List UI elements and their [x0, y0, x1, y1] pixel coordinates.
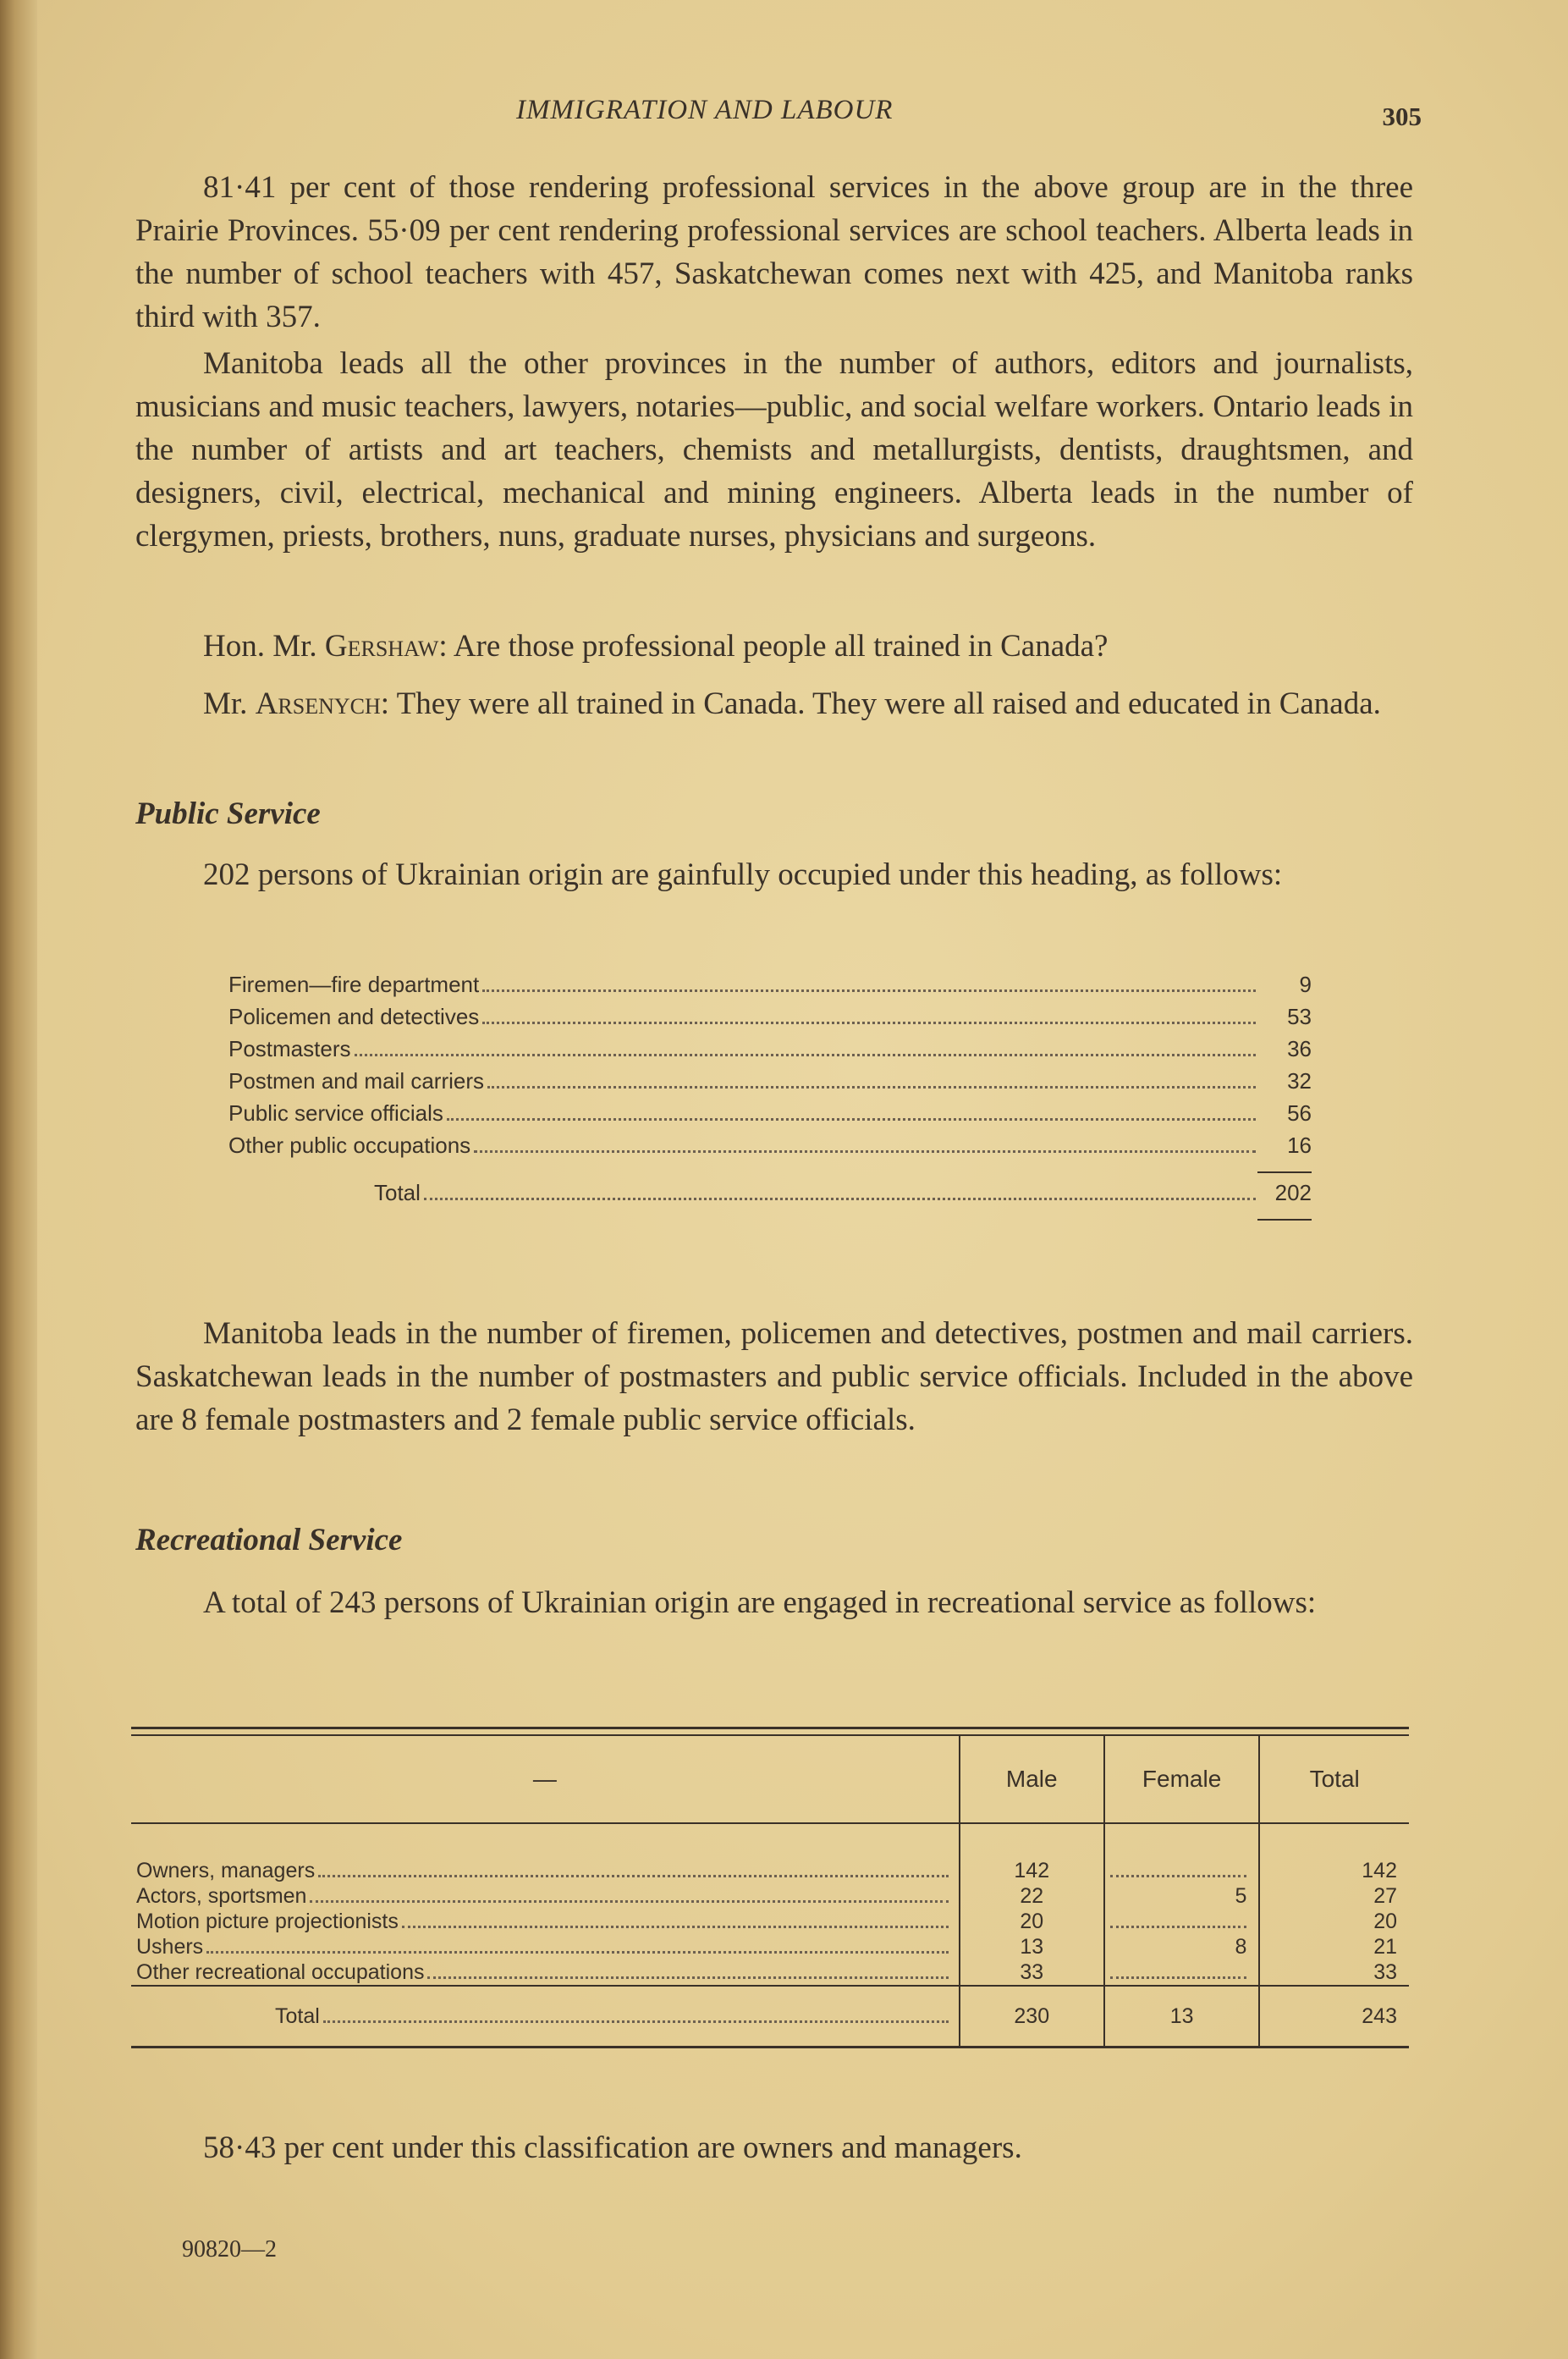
table-row: Ushers 13 8 21 — [131, 1934, 1409, 1959]
table-row: Owners, managers 142 142 — [131, 1823, 1409, 1883]
page-header — [135, 91, 1422, 134]
paragraph-recreational-intro: A total of 243 persons of Ukrainian origin are engaged in recreational service as follows: — [203, 1585, 1317, 1620]
paragraph-public-service-summary: Manitoba leads in the number of firemen, policemen and detectives, postmen and mail carriers. Saskatchewan leads in the number of postmasters and public service officials. Included in the above are 8 female postmasters and 2 female public service officials. — [135, 1316, 1413, 1437]
table-total-row: Total 230 13 243 — [131, 1986, 1409, 2046]
table-row: Motion picture projectionists 20 20 — [131, 1909, 1409, 1934]
list-item: Firemen—fire department 9 — [228, 972, 1312, 997]
recreational-table — [131, 1727, 1409, 2048]
public-service-list — [228, 972, 1312, 1221]
list-total-row: Total 202 — [374, 1180, 1312, 1205]
empty-cell-dots — [1110, 1875, 1247, 1877]
speech-text: : Are those professional people all trained in Canada? — [438, 629, 1109, 664]
footer-signature-code: 90820—2 — [182, 2236, 277, 2263]
total-rule — [1257, 1171, 1312, 1173]
heading-public-service: Public Service — [135, 796, 321, 831]
list-item: Policemen and detectives 53 — [228, 1004, 1312, 1029]
paragraph-gershaw-question — [135, 625, 1413, 668]
speaker-prefix: Hon. Mr. — [203, 629, 325, 664]
speaker-name: Gershaw — [324, 629, 439, 664]
paragraph-professional-services: 81·41 per cent of those rendering professional services in the above group are in the three Prairie Provinces. 55·09 per cent rendering professional services are school teachers. Alberta leads in the number of school teachers with 457, Saskatchewan comes next with 425, and Manitoba ranks third with 357. — [135, 170, 1413, 334]
table-bottom-rule — [131, 2046, 1409, 2048]
paragraph-arsenych-answer — [135, 682, 1413, 725]
table-row: Actors, sportsmen 22 5 27 — [131, 1883, 1409, 1909]
paragraph-public-service-intro: 202 persons of Ukrainian origin are gainfully occupied under this heading, as follows: — [203, 857, 1283, 892]
list-item: Other public occupations 16 — [228, 1133, 1312, 1158]
table-row: Other recreational occupations 33 33 — [131, 1959, 1409, 1986]
page-number: 305 — [1382, 102, 1422, 131]
list-item: Postmasters 36 — [228, 1036, 1312, 1061]
empty-cell-dots — [1110, 1926, 1247, 1928]
speech-text: : They were all trained in Canada. They were all raised and educated in Canada. — [380, 686, 1381, 721]
heading-recreational-service: Recreational Service — [135, 1523, 403, 1557]
column-header-male: Male — [960, 1736, 1104, 1823]
list-item: Postmen and mail carriers 32 — [228, 1068, 1312, 1094]
list-item: Public service officials 56 — [228, 1100, 1312, 1126]
column-header-occupation: — — [131, 1736, 960, 1823]
total-rule — [1257, 1219, 1312, 1221]
empty-cell-dots — [1110, 1976, 1247, 1979]
paragraph-provinces-lead: Manitoba leads all the other provinces in the number of authors, editors and journalists, musicians and music teachers, lawyers, notaries—public, and social welfare workers. Ontario leads in the number of artists and art teachers, chemists and metallurgists, dentists, draughtsmen, and designers, civil, electrical, mechanical and mining engineers. Alberta leads in the number of clergymen, priests, brothers, nuns, graduate nurses, physicians and surgeons. — [135, 346, 1413, 554]
running-head: IMMIGRATION AND LABOUR — [516, 95, 894, 125]
paragraph-recreational-summary: 58·43 per cent under this classification are owners and managers. — [203, 2130, 1022, 2165]
speaker-prefix: Mr. — [203, 686, 256, 721]
column-header-female: Female — [1104, 1736, 1260, 1823]
column-header-total: Total — [1259, 1736, 1409, 1823]
table-header-row — [131, 1736, 1409, 1823]
speaker-name: Arsenych — [255, 686, 381, 721]
book-spine-shadow — [0, 0, 37, 2359]
table-top-rule — [131, 1727, 1409, 1736]
